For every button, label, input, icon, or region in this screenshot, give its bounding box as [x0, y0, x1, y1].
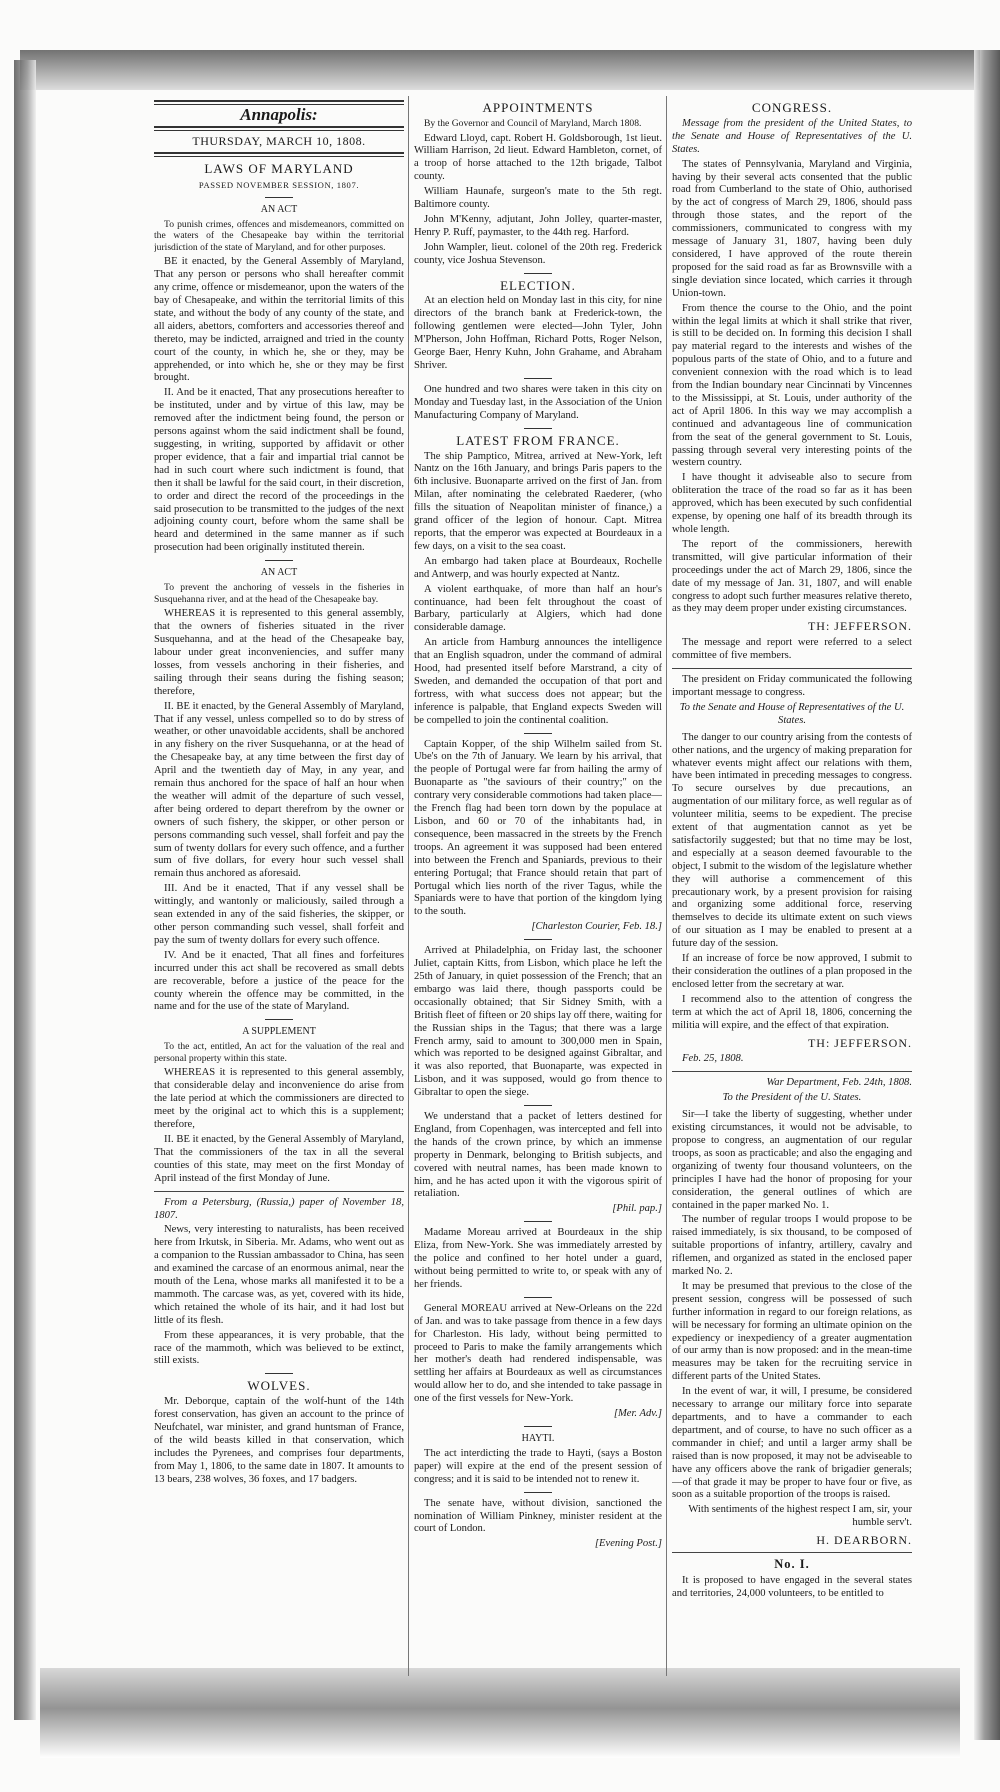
masthead-rule: [154, 126, 404, 131]
election-heading: ELECTION.: [500, 277, 576, 293]
no1-paragraph: It is proposed to have engaged in the several states and territories, 24,000 volunteers, to be entitled to: [672, 1574, 912, 1599]
divider: [672, 1071, 912, 1072]
message-1-paragraph-1: The states of Pennsylvania, Maryland and Virginia, having by their several acts consented that the public road from Cumberland to the state of Ohio, authorised by the act of congress of March 29, 1806, should pass through those states, and the report of the commissioners, communicated to congress with my message of January 31, 1807, having been duly considered, I have approved of the route therein proposed for the said road as far as Brownsville with a single deviation since located, which carries it through Union-town.: [672, 158, 912, 299]
moreau-paragraph-2: General MOREAU arrived at New-Orleans on the 22d of Jan. and was to take passage from thence in a few days for Charleston. His lady, without being permitted to proceed to Paris to make the family arrangements which her mother's death had rendered indispensable, was settling her affairs at Bourdeaux as well as circumstances would allow her to do, and she intended to take passage in one of the first vessels for New-York.: [414, 1302, 662, 1405]
supplement-preamble: To the act, entitled, An act for the valuation of the real and personal property within this state.: [154, 1041, 404, 1064]
hayti-heading: HAYTI.: [521, 1432, 555, 1444]
message-1-heading: Message from the president of the United States, to the Senate and House of Representatives of the U. States.: [672, 117, 912, 155]
supplement-section-1: WHEREAS it is represented to this general assembly, that considerable delay and inconvenience do arise from the late period at which the commissioners are directed to meet by the original act to which this is a supplement; therefore,: [154, 1067, 404, 1131]
supplement-section-2: II. BE it enacted, by the General Assembly of Maryland, That the commissioners of the tax in all the several counties of this state, may meet on the first Monday of April instead of the first Monday of June.: [154, 1133, 404, 1184]
divider: [524, 1297, 552, 1298]
issue-dateline: THURSDAY, MARCH 10, 1808.: [192, 133, 366, 148]
scan-shadow-bottom: [40, 1668, 960, 1758]
act2-preamble: To prevent the anchoring of vessels in the fisheries in Susquehanna river, and at the head of the Chesapeake bay.: [154, 582, 404, 605]
divider: [524, 428, 552, 429]
message-1-signature: TH: JEFFERSON.: [807, 619, 912, 634]
appointments-paragraph-3: John M'Kenny, adjutant, John Jolley, quarter-master, Henry P. Ruff, paymaster, to the 44th reg. Harford.: [414, 213, 662, 238]
divider: [672, 1552, 912, 1553]
wolves-heading: WOLVES.: [247, 1378, 311, 1394]
column-rule: [666, 96, 667, 1676]
message-1-paragraph-3: I have thought it adviseable also to secure from obliteration the trace of the road so far as it has been approved, which has been executed by such confidential expense, by opening one half of its breadth through its whole length.: [672, 472, 912, 535]
message-2-date: Feb. 25, 1808.: [682, 1053, 744, 1065]
act2-section-4: IV. And be it enacted, That all fines and forfeitures incurred under this act shall be recovered as small debts are recoverable, before a justice of the peace for the county wherein the offence may be committed, in the name and for the use of the state of Maryland.: [154, 949, 404, 1013]
scan-shadow-top: [20, 50, 980, 90]
divider: [524, 378, 552, 379]
divider: [265, 560, 293, 561]
france-paragraph-2: An embargo had taken place at Bourdeaux, Rochelle and Antwerp, and was hourly expected at Nantz.: [414, 555, 662, 580]
senate-source: [Evening Post.]: [594, 1538, 662, 1550]
laws-title: LAWS OF MARYLAND: [204, 160, 354, 176]
war-department-paragraph-3: It may be presumed that previous to the close of the present session, congress will be possessed of such further information in regard to our foreign relations, as will be necessary for forming an ultimate opinion on the expediency or inexpediency of a greater augmentation of our army than is now proposed: and in the mean-time measures may be taken for the recruiting service in different parts of the United States.: [672, 1280, 912, 1383]
no1-heading: No. I.: [774, 1557, 810, 1572]
appointments-paragraph-1: Edward Lloyd, capt. Robert H. Goldsborough, 1st lieut. William Harrison, 2d lieut. Edward Hambleton, cornet, of a troop of horse attached to the 12th brigade, Talbot county.: [414, 132, 662, 183]
divider: [265, 1373, 293, 1374]
war-department-addressee: To the President of the U. States.: [722, 1092, 862, 1104]
message-1-paragraph-4: The report of the commissioners, herewith transmitted, will give particular information of their proceedings under the act of March 29, 1806, since the date of my message of Jan. 31, 1807, and will enable congress to adopt such further measures relative thereto, as they may deem proper under existing circumstances.: [672, 538, 912, 615]
divider: [524, 1105, 552, 1106]
column-1: [154, 96, 404, 1676]
divider: [524, 939, 552, 940]
divider: [524, 733, 552, 734]
kopper-source: [Charleston Courier, Feb. 18.]: [531, 921, 662, 933]
column-3: [672, 96, 912, 1676]
appointments-paragraph-2: William Haunafe, surgeon's mate to the 5th regt. Baltimore county.: [414, 186, 662, 211]
congress-heading: CONGRESS.: [751, 100, 833, 115]
divider: [524, 1426, 552, 1427]
petersburg-paragraph-1: News, very interesting to naturalists, has been received here from Irkutsk, in Siberia. Mr. Adams, who went out as a companion to the Russian ambassador to China, has seen and examined the carcase of an enormous animal, near the mouth of the Lena, whose marks all manifested it to be a mammoth. The carcase was, as yet, covered with its hide, which retained the whole of its hair, and it had lost but little of its flesh.: [154, 1224, 404, 1326]
france-paragraph-3: A violent earthquake, of more than half an hour's continuance, had been felt throughout the coast of Barbary, particularly at Algiers, which had done considerable damage.: [414, 583, 662, 634]
appointments-heading: APPOINTMENTS: [482, 100, 594, 115]
newspaper-page: [46, 96, 954, 1676]
message-2-heading: To the Senate and House of Representatives of the U. States.: [679, 701, 905, 726]
scan-shadow-left: [14, 60, 36, 1720]
message-1-paragraph-2: From thence the course to the Ohio, and the point within the legal limits at which it shall strike that river, is still to be decided on. In forming this decision I shall pay material regard to the interests and wishes of the populous parts of the state of Ohio, and to a future and convenient connexion with the road which is to lead from the Indian boundary near Cincinnati by Vincennes to the Mississippi, at St. Louis, under authority of the act of April 1806. In this way we may accomplish a continued and advantageous line of communication from the seat of the general government to St. Louis, passing through several very interesting points of the western country.: [672, 302, 912, 469]
war-department-paragraph-2: The number of regular troops I would propose to be raised immediately, is six thousand, to be composed of suitable proportions of infantry, artillery, cavalry and riflemen, and organized as stated in the enclosed paper marked No. 2.: [672, 1214, 912, 1278]
act2-section-2: II. BE it enacted, by the General Assembly of Maryland, That if any vessel, unless compelled so to do by stress of weather, or other unavoidable accidents, shall be anchored in any fishery on the river Susquehanna, or at the head of the Chesapeake bay, at any time between the first day of April and the twentieth day of May, in any year, and remain thus anchored for the space of half an hour when the weather will admit of the departure of such vessel, after being ordered to depart therefrom by the owner or owners of such fishery, the skipper, or other person or persons commanding such vessel, shall forfeit and pay the sum of twenty dollars for every such offence, and a further sum of five dollars, for every hour such vessel shall remain thus anchored as aforesaid.: [154, 700, 404, 880]
war-department-signature: H. DEARBORN.: [816, 1533, 912, 1548]
kopper-paragraph: Captain Kopper, of the ship Wilhelm sailed from St. Ube's on the 7th of January. We learn by his arrival, that the people of Portugal were far from hailing the army of Buonaparte as "the saviours of their country;" on the contrary very considerable commotions had taken place—the French flag had been torn down by the populace at Lisbon, and 60 or 70 of the inhabitants had, in consequence, been massacred in the streets by the French troops. An agreement it was supposed had been entered into between the French and Spaniards, previous to their entering Portugal; that France should retain that part of Portugal which lies north of the river Tagus, while the Spaniards were to have that portion of the kingdom lying to the south.: [414, 738, 662, 918]
column-2: [414, 96, 662, 1676]
dateline-rule: [154, 152, 404, 157]
senate-paragraph: The senate have, without division, sanctioned the nomination of William Pinkney, minister resident at the court of London.: [414, 1497, 662, 1535]
france-paragraph-4: An article from Hamburg announces the intelligence that an English squadron, under the command of admiral Hood, had presented itself before Marstrand, a city of Sweden, and demanded the occupation of that port and fortress, with what success does not appear; but the inference is palpable, that England expects Sweden will be compelled to join the continental coalition.: [414, 637, 662, 726]
divider: [265, 1019, 293, 1020]
hayti-paragraph: The act interdicting the trade to Hayti, (says a Boston paper) will expire at the end of the present session of congress; and it is said to be intended not to renew it.: [414, 1447, 662, 1485]
packet-source: [Phil. pap.]: [612, 1203, 662, 1215]
message-2-paragraph-3: I recommend also to the attention of congress the term at which the act of April 18, 1806, concerning the militia will expire, and the effect of that expiration.: [672, 993, 912, 1031]
france-heading: LATEST FROM FRANCE.: [456, 432, 620, 448]
laws-subtitle: PASSED NOVEMBER SESSION, 1807.: [198, 179, 360, 190]
masthead: Annapolis:: [240, 105, 318, 124]
act1-preamble: To punish crimes, offences and misdemeanors, committed on the waters of the Chesapeake bay within the territorial jurisdiction of the state of Maryland, and for other purposes.: [154, 218, 404, 253]
appointments-byline: By the Governor and Council of Maryland, March 1808.: [424, 117, 642, 129]
appointments-paragraph-4: John Wampler, lieut. colonel of the 20th reg. Frederick county, vice Joshua Stevenson.: [414, 241, 662, 266]
divider: [524, 1492, 552, 1493]
petersburg-heading: From a Petersburg, (Russia,) paper of November 18, 1807.: [154, 1196, 404, 1221]
moreau-source: [Mer. Adv.]: [613, 1408, 662, 1420]
divider: [265, 197, 293, 198]
message-2-paragraph-2: If an increase of force be now approved, I submit to their consideration the outlines of a plan proposed in the enclosed letter from the secretary at war.: [672, 953, 912, 990]
friday-paragraph: The president on Friday communicated the following important message to congress.: [672, 674, 912, 698]
column-rule: [408, 96, 409, 1676]
war-department-paragraph-1: Sir—I take the liberty of suggesting, whether under existing circumstances, it would not be advisable, to propose to congress, an augmentation of our regular troops, as soon as practicable; and also the engaging and organizing of twenty four thousand volunteers, on the principles I have had the honor of proposing for your consideration, the general outlines of which are contained in the paper marked No. 1.: [672, 1109, 912, 1211]
shares-paragraph: One hundred and two shares were taken in this city on Monday and Tuesday last, in the Association of the Union Manufacturing Company of Maryland.: [414, 383, 662, 421]
divider: [524, 273, 552, 274]
moreau-paragraph-1: Madame Moreau arrived at Bourdeaux in the ship Eliza, from New-York. She was immediately arrested by the police and confined to her hotel under a guard, without being permitted to write to, or speak with any of her friends.: [414, 1227, 662, 1290]
petersburg-paragraph-2: From these appearances, it is very probable, that the race of the mammoth, which was believed to be extinct, still exists.: [154, 1329, 404, 1367]
divider: [672, 668, 912, 669]
supplement-heading: A SUPPLEMENT: [242, 1026, 316, 1038]
act2-section-3: III. And be it enacted, That if any vessel shall be wittingly, and wantonly or maliciously, sailed through a sean extended in any of the said fisheries, the skipper, or other person commanding such vessel, shall forfeit and pay the sum of twenty dollars for every such offence.: [154, 883, 404, 946]
message-2-signature: TH: JEFFERSON.: [807, 1035, 912, 1050]
election-paragraph: At an election held on Monday last in this city, for nine directors of the branch bank at Frederick-town, the following gentlemen were elected—John Tyler, John M'Pherson, John Hoffman, Richard Potts, Roger Nelson, George Baer, Henry Kuhn, John Grahame, and Abraham Shriver.: [414, 295, 662, 371]
act1-heading: AN ACT: [260, 203, 298, 215]
message-2-paragraph-1: The danger to our country arising from the contests of other nations, and the urgency of making preparation for whatever events might affect our relations with them, have been intimated in preceding messages to congress. To secure ourselves by due precautions, an augmentation of our military force, as well regular as of volunteer militia, seems to be expedient. The precise extent of that augmentation cannot as yet be satisfactorily suggested; but that no time may be lost, and especially at a season deemed favourable to the object, I submit to the wisdom of the legislature whether they will authorise a commencement of this precautionary work, by a present provision for raising and organizing some additional force, reserving themselves to decide its ultimate extent on such views of our situation as I may be enabled to present at a future day of the session.: [672, 731, 912, 950]
divider: [524, 1221, 552, 1222]
juliet-paragraph: Arrived at Philadelphia, on Friday last, the schooner Juliet, captain Kitts, from Lisbon, which place he left the 25th of January, in quiet possession of the French; that an embargo was laid there, though passports could be occasionally obtained; that Sir Sidney Smith, with a British fleet of fifteen or 20 ships lay off there, waiting for the Russian ships in the Tagus; that there was a large French army, said to amount to 300,000 men in Spain, which was reported to be designed against Gibraltar, and it was also reported, that Buonaparte, was expected in Lisbon, and it was supposed, would go from thence to Gibraltar to open the siege.: [414, 945, 662, 1099]
scan-shadow-right: [974, 50, 1000, 1740]
act1-section-1: BE it enacted, by the General Assembly of Maryland, That any person or persons who shall hereafter commit any crime, offence or misdemeanor, upon the waters of the bay of Chesapeake, and within the territorial limits of this state, and without the body of any county of the state, and all aiders, abettors, comforters and accessories thereof and thereto, may be indicted, arraigned and tried in the county court of the county, in which he, she or they, may be apprehended, or into which he, she or they may be first brought.: [154, 256, 404, 384]
act2-heading: AN ACT: [260, 567, 298, 579]
message-1-referral: The message and report were referred to a select committee of five members.: [672, 637, 912, 662]
act2-section-1: WHEREAS it is represented to this general assembly, that the owners of fisheries situated in the river Susquehanna, and at the head of the Chesapeake bay, labour under great inconveniencies, and suffer many losses, from vessels anchoring in their fisheries, and sailing through their seans during the fishing season; therefore,: [154, 608, 404, 697]
france-paragraph-1: The ship Pamptico, Mitrea, arrived at New-York, left Nantz on the 16th January, and brings Paris papers to the 6th inclusive. Buonaparte arrived on the first of Jan. from Milan, after nominating the celebrated Raederer, (who fills the situation of Neapolitan minister of finance,) a grand officer of the legion of honour. Capt. Mitrea reports, that the emperor was expected at Bourdeaux in a few days, on a visit to the sea coast.: [414, 450, 662, 552]
wolves-paragraph: Mr. Deborque, captain of the wolf-hunt of the 14th forest conservation, has given an account to the prince of Neufchatel, war minister, and grand huntsman of France, of the wild beasts killed in that conservation, which includes the Pyrenees, and comprises four departments, from May 1, 1806, to the same date in 1807. It amounts to 13 bears, 238 wolves, 36 foxes, and 17 badgers.: [154, 1396, 404, 1485]
packet-paragraph: We understand that a packet of letters destined for England, from Copenhagen, was intercepted and fell into the hands of the crown prince, by which an immense property in Denmark, belonging to British subjects, and covered with neutral names, has been made known to him, and he has acted upon it with the vigorous spirit of retaliation.: [414, 1111, 662, 1200]
divider: [154, 1191, 404, 1192]
war-department-closing: With sentiments of the highest respect I am, sir, your humble serv't.: [688, 1504, 912, 1529]
war-department-paragraph-4: In the event of war, it will, I presume, be considered necessary to arrange our military force into separate departments, and to have a commander to each department, and of course, to have no such officer as a commander in chief; and until a larger army shall be raised than is now proposed, it may not be adviseable to have any officers above the rank of brigadier generals;—of that grade it may be proper to have four or five, as soon as a suitable proportion of the troops is raised.: [672, 1386, 912, 1501]
war-department-dateline: War Department, Feb. 24th, 1808.: [766, 1077, 912, 1089]
act1-section-2: II. And be it enacted, That any prosecutions hereafter to be instituted, under and by virtue of this law, may be removed after the indictment being found, the person or persons against whom the said indictment shall be found, suggesting, in writing, supported by affidavit or other proper evidence, that a fair and impartial trial cannot be had in such court where such indictment is found, that then it shall be lawful for the said court, in their discretion, to order and direct the record of the proceedings in the said prosecution to be transmitted to the judges of the next adjoining county court, before whom the same shall be heard and determined in the same manner as if such prosecution had been originally instituted therein.: [154, 387, 404, 554]
